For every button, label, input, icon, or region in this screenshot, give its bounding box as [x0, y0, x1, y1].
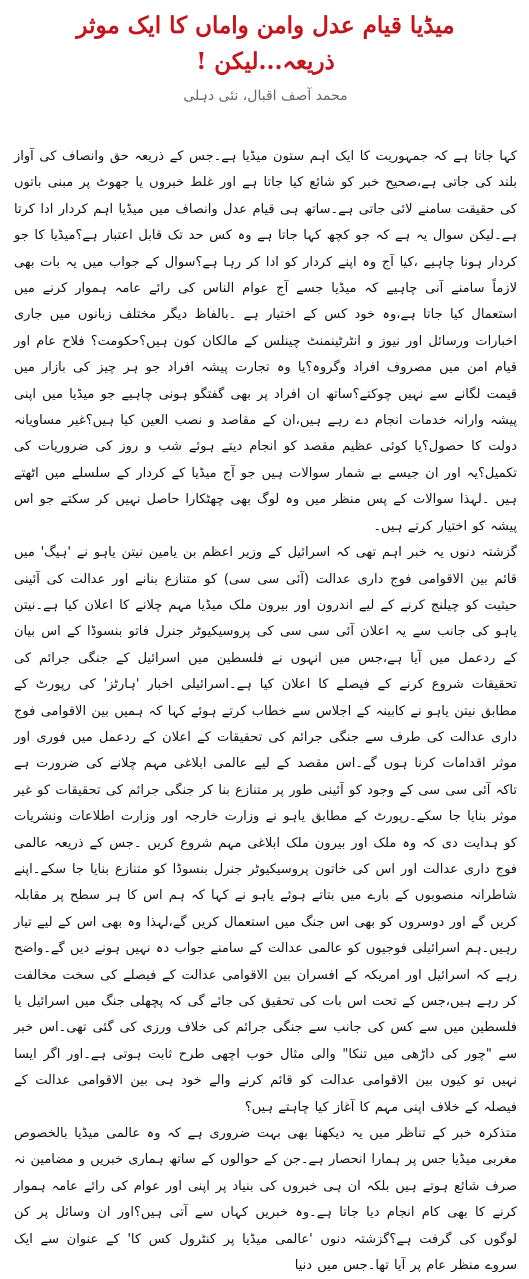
article-paragraph-2: گزشتہ دنوں یہ خبر اہم تھی کہ اسرائیل کے وزیر اعظم بن یامین نیتن یاہو نے 'ہیگ' میں قائم بین الاقوامی فوج داری عدالت (آئی سی سی) کو متنازع بنانے اور عدالت کی آئینی حیثیت کو چیلنج کرنے کے لیے اندرون اور بیرون ملک میڈیا مہم چلانے کا اعلان کیا ہے۔نیتن یاہو کی جانب سے یہ اعلان آئی سی سی کی پروسیکیوٹر جنرل فاتو بنسوڈا کے اس بیان کے ردعمل میں آیا ہے،جس میں انہوں نے فلسطین میں اسرائیل کے جنگی جرائم کی تحقیقات شروع کرنے کے فیصلے کا اعلان کیا ہے۔اسرائیلی اخبار 'ہارٹز' کی رپورٹ کے مطابق نیتن یاہو نے کابینہ کے اجلاس سے خطاب کرتے ہوئے کہا کہ ہمیں بین الاقوامی فوج داری عدالت کی طرف سے جنگی جرائم کی تحقیقات کے اعلان کے ردعمل میں فوری اور موثر اقدامات کرنا ہوں گے۔اس مقصد کے لیے عالمی ابلاغی مہم چلانے کی ضرورت ہے تاکہ آئی سی سی کے وجود کو آئینی طور پر متنازع بنا کر جنگی جرائم کی تحقیقات کو غیر موثر بنایا جا سکے۔رپورٹ کے مطابق یاہو نے وزارت خارجہ اور وزارت اطلاعات ونشریات کو ہدایت دی کہ وہ ملک اور بیرون ملک ابلاغی مہم شروع کریں ۔جس کے ذریعہ عالمی فوج داری عدالت اور اس کی خاتون پروسیکیوٹر جنرل بنسوڈا کو متنازع بنایا جا سکے۔اپنے شاطرانہ منصوبوں کے بارے میں بتاتے ہوئے یاہو نے کہا کہ ہم اس کا ہر سطح پر مقابلہ کریں گے اور دوسروں کو بھی اس جنگ میں استعمال کریں گے،لہذا وہ بھی اس کے لیے تیار رہیں۔ہم اسرائیلی فوجیوں کو عالمی عدالت کے سامنے جواب دہ نہیں ہونے دیں گے۔واضح رہے کہ اسرائیل اور امریکہ کے افسران بین الاقوامی عدالت کے فیصلے کی سخت مخالفت کر رہے ہیں،جس کے تحت اس بات کی تحقیق کی جائے گی کہ پچھلی جنگ میں اسرائیل یا فلسطین میں سے کس کی جانب سے جنگی جرائم کی خلاف ورزی کی گئی تھی۔اس خبر سے "چور کی داڑھی میں تنکا" والی مثال خوب اچھی طرح ثابت ہوتی ہے۔اور اگر ایسا نہیں تو کیوں بین الاقوامی عدالت کو قائم کرنے والے خود ہی بین الاقوامی عدالت کے فیصلہ کے خلاف اپنی مہم کا آغاز کیا چاہتے ہیں؟: [14, 545, 517, 1115]
article-body: [14, 144, 517, 1279]
article-headline: میڈیا قیام عدل وامن واماں کا ایک موثر ذریعہ...لیکن !: [76, 12, 455, 75]
article-paragraph-1: کہا جاتا ہے کہ جمہوریت کا ایک اہم ستون میڈیا ہے۔جس کے ذریعہ حق وانصاف کی آواز بلند کی جاتی ہے،صحیح خبر کو شائع کیا جاتا ہے اور غلط خبروں یا جھوٹ پر مبنی باتوں کی حقیقت سامنے لائی جاتی ہے۔ساتھ ہی قیام عدل وانصاف میں میڈیا اہم کردار ادا کرتا ہے۔لیکن سوال یہ ہے کہ جو کچھ کہا جاتا ہے وہ کس حد تک قابل اعتبار ہے؟میڈیا کا جو کردار ہونا چاہیے ،کیا آج وہ اپنے کردار کو ادا کر رہا ہے؟سوال کے جواب میں یہ بات بھی لازماً سامنے آنی چاہیے کہ میڈیا جسے آج عوام الناس کی رائے عامہ ہموار کرنے میں استعمال کیا جاتا ہے،وہ خود کس کے اختیار ہے ۔بالفاظ دیگر مختلف زبانوں میں جاری اخبارات ورسائل اور نیوز و انٹرٹینمنٹ چینلس کے مالکان کون ہیں؟حکومت؟ فلاح عام اور قیام امن میں مصروف افراد وگروہ؟یا وہ تجارت پیشہ افراد جو ہر چیز کی بازار میں قیمت لگانے سے نہیں چوکتے؟ساتھ ان افراد پر بھی گفتگو ہونی چاہیے جو میڈیا میں اپنی پیشہ وارانہ خدمات انجام دے رہے ہیں،ان کے مقاصد و نصب العین کیا ہیں؟غیر مساویانہ دولت کا حصول؟یا کوئی عظیم مقصد کو انجام دیتے ہوئے شب و روز کی ضروریات کی تکمیل؟یہ اور ان جیسے بے شمار سوالات ہیں جو آج میڈیا کے کردار کے سلسلے میں اٹھتے ہیں ۔لہذا سوالات کے پس منظر میں وہ لوگ بھی چھٹکارا حاصل نہیں کر سکتے جو اس پیشہ کو اختیار کرتے ہیں۔: [14, 149, 517, 534]
article-paragraph-3: متذکرہ خبر کے تناظر میں یہ دیکھنا بھی بہت ضروری ہے کہ وہ عالمی میڈیا بالخصوص مغربی میڈیا جس پر ہمارا انحصار ہے۔جن کے حوالوں کے ساتھ ہماری خبریں و مضامین نہ صرف شائع ہوتے ہیں بلکہ ان ہی خبروں کی بنیاد پر اپنی اور عوام کی رائے عامہ ہموار کرنے کا بھی کام انجام دیا جاتا ہے۔وہ خبریں کہاں سے آتی ہیں؟اور ان وسائل پر کن لوگوں کی گرفت ہے؟گزشتہ دنوں 'عالمی میڈیا پر کنٹرول کس کا' کے عنوان سے ایک سروے منظر عام پر آیا تھا۔جس میں دنیا: [14, 1126, 517, 1274]
author-byline: محمد آصف اقبال، نئی دہلی: [183, 88, 348, 104]
